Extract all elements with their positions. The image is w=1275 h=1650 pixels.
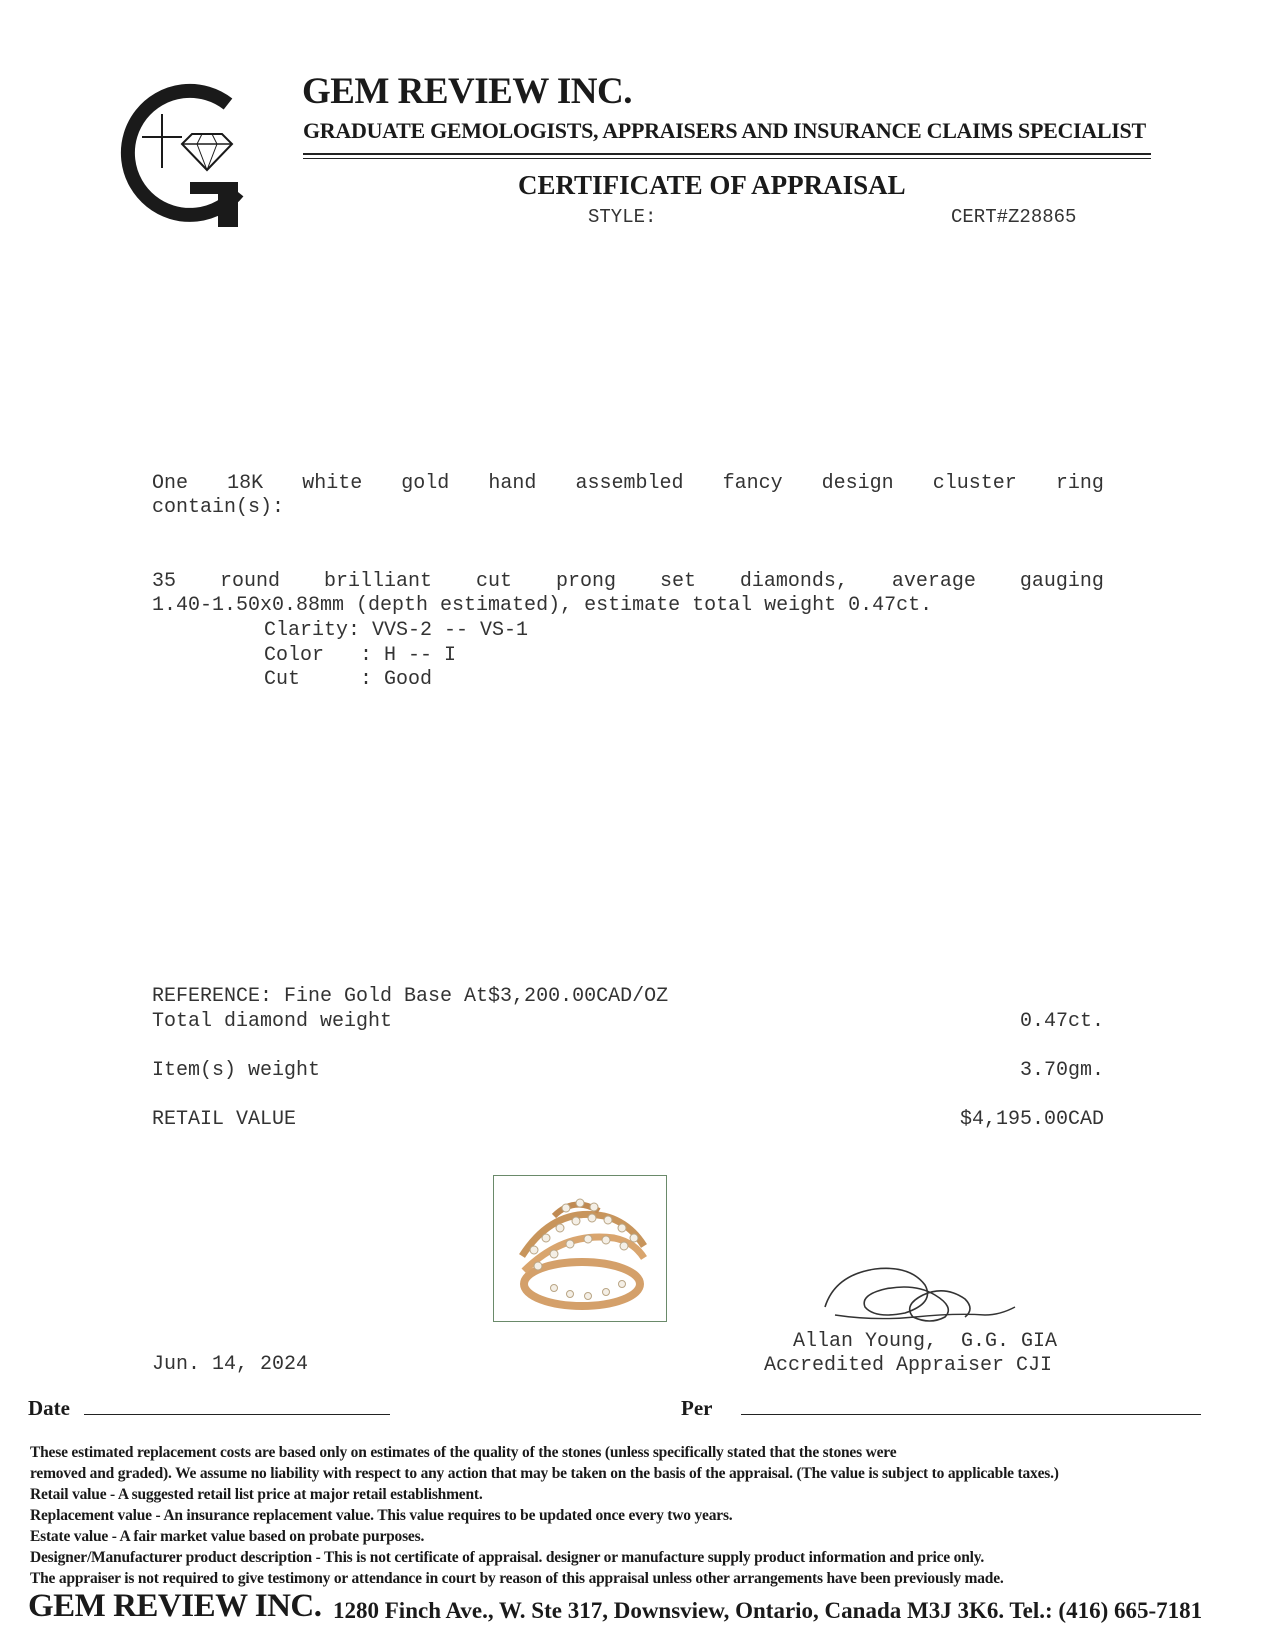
disclaimer-line: Retail value - A suggested retail list price at major retail establishment. <box>30 1486 483 1503</box>
disclaimer-line: Estate value - A fair market value based on probate purposes. <box>30 1528 425 1545</box>
disclaimer-line: Designer/Manufacturer product description - This is not certificate of appraisal. designer or manufacture supply product information and price only. <box>30 1549 985 1566</box>
company-subtitle: GRADUATE GEMOLOGISTS, APPRAISERS AND INSURANCE CLAIMS SPECIALIST <box>303 118 1146 143</box>
disclaimer-line: Replacement value - An insurance replacement value. This value requires to be updated once every two years. <box>30 1507 733 1524</box>
cut-grade: Cut : Good <box>264 668 433 691</box>
retail-value-row <box>152 1108 1104 1131</box>
description-word: white <box>302 472 363 495</box>
stone-word: round <box>219 570 280 593</box>
item-weight-row <box>152 1059 1104 1082</box>
description-word: One <box>152 472 189 495</box>
diamond-weight-row <box>152 1010 1104 1033</box>
stone-description-line2: 1.40-1.50x0.88mm (depth estimated), estimate total weight 0.47ct. <box>152 594 933 617</box>
description-word: fancy <box>722 472 783 495</box>
ring-photo <box>493 1175 667 1322</box>
stone-word: prong <box>555 570 616 593</box>
disclaimer-line: The appraiser is not required to give testimony or attendance in court by reason of this appraisal unless other arrangements have been previously made. <box>30 1570 1004 1587</box>
company-name: GEM REVIEW INC. <box>302 71 632 112</box>
retail-value-amount: $4,195.00CAD <box>959 1108 1104 1131</box>
header-divider <box>303 153 1151 155</box>
item-description-line2: contain(s): <box>152 496 285 519</box>
description-word: design <box>821 472 894 495</box>
diamond-weight-value: 0.47ct. <box>1019 1010 1104 1033</box>
description-word: cluster <box>932 472 1017 495</box>
item-description-line1 <box>152 472 1104 495</box>
description-word: assembled <box>575 472 684 495</box>
description-word: gold <box>401 472 450 495</box>
gold-reference: REFERENCE: Fine Gold Base At$3,200.00CAD/OZ <box>152 985 669 1008</box>
stone-word: average <box>891 570 976 593</box>
date-label: Date <box>28 1396 70 1420</box>
certificate-title: CERTIFICATE OF APPRAISAL <box>518 170 906 200</box>
footer-address: 1280 Finch Ave., W. Ste 317, Downsview, Ontario, Canada M3J 3K6. Tel.: (416) 665-7181 <box>333 1598 1203 1623</box>
ring-image <box>494 1176 666 1321</box>
diamond-weight-label: Total diamond weight <box>152 1010 393 1033</box>
description-word: ring <box>1055 472 1104 495</box>
per-label: Per <box>681 1396 713 1420</box>
stone-word: brilliant <box>323 570 432 593</box>
disclaimer-line: removed and graded). We assume no liability with respect to any action that may be taken on the basis of the appraisal. (The value is subject to applicable taxes.) <box>30 1465 1059 1482</box>
stone-word: diamonds, <box>739 570 848 593</box>
appraiser-credential: Accredited Appraiser CJI <box>764 1354 1053 1377</box>
stone-word: set <box>659 570 696 593</box>
appraisal-date: Jun. 14, 2024 <box>152 1353 309 1376</box>
item-weight-value: 3.70gm. <box>1019 1059 1104 1082</box>
company-logo <box>110 82 250 227</box>
stone-word: cut <box>475 570 512 593</box>
description-word: 18K <box>227 472 264 495</box>
date-signature-line <box>84 1414 390 1415</box>
stone-word: gauging <box>1019 570 1104 593</box>
description-word: hand <box>488 472 537 495</box>
footer-company-name: GEM REVIEW INC. <box>28 1588 322 1624</box>
clarity-grade: Clarity: VVS-2 -- VS-1 <box>264 619 529 642</box>
disclaimer-line: These estimated replacement costs are based only on estimates of the quality of the stones (unless specifically stated that the stones were <box>30 1444 897 1461</box>
per-signature-line <box>741 1414 1201 1415</box>
style-label: STYLE: <box>588 206 657 228</box>
color-grade: Color : H -- I <box>264 644 457 667</box>
retail-value-label: RETAIL VALUE <box>152 1108 297 1131</box>
cert-number: CERT#Z28865 <box>951 206 1077 228</box>
header-divider-thin <box>303 158 1151 159</box>
item-weight-label: Item(s) weight <box>152 1059 321 1082</box>
stone-description-line1 <box>152 570 1104 593</box>
appraiser-name: Allan Young, G.G. GIA <box>793 1330 1058 1353</box>
appraiser-signature <box>815 1255 1035 1335</box>
stone-word: 35 <box>152 570 177 593</box>
